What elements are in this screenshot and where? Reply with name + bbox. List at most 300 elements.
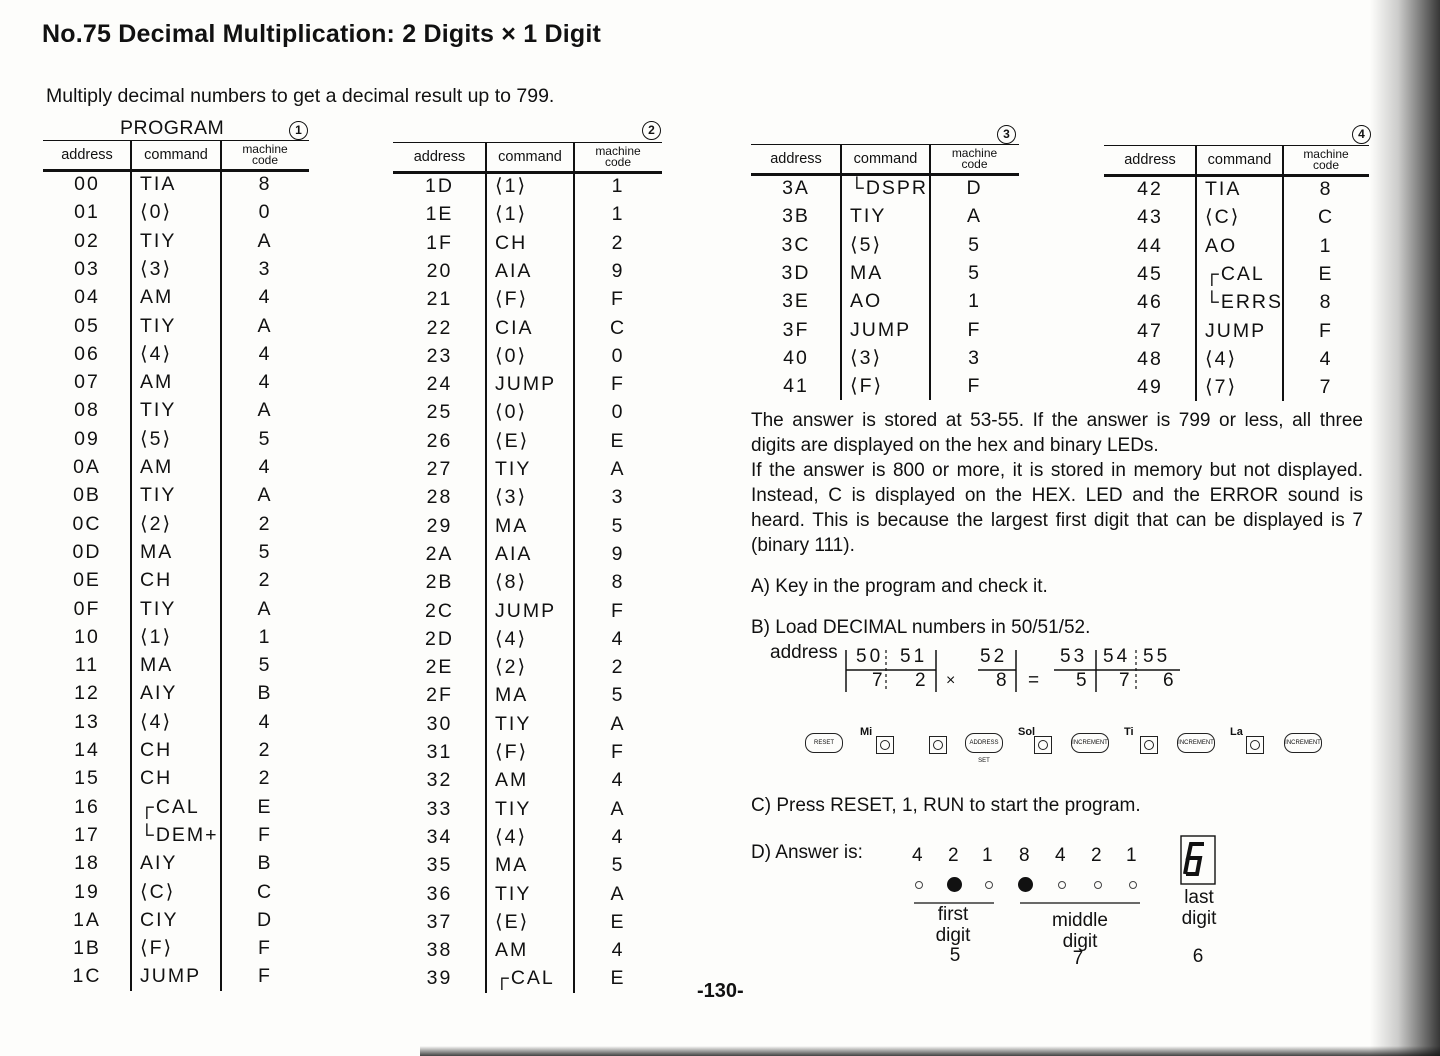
header-machine-code-line1: machine [242,142,288,156]
address-cell: 21 [426,288,453,311]
command-cell: AIY [140,852,178,875]
program-label: PROGRAM [120,117,225,139]
command-cell: MA [495,684,529,707]
command-cell: ⟨4⟩ [1205,347,1238,370]
machine-code-cell: F [967,375,982,398]
table-row [43,962,309,990]
command-cell: ⟨C⟩ [140,880,176,903]
machine-code-cell: 5 [611,854,625,877]
command-cell: AO [850,290,883,313]
led-weight-label: 1 [1126,845,1137,866]
machine-code-cell: F [611,373,625,396]
address-cell: 31 [426,741,453,763]
machine-code-cell: 5 [258,540,272,563]
address-cell: 42 [1137,178,1163,200]
address-cell: 00 [74,173,100,195]
header-address: address [413,149,466,165]
address-cell: 41 [783,375,809,398]
machine-code-cell: 2 [611,656,625,679]
command-cell: ⟨3⟩ [495,486,528,509]
header-machine-code [930,145,1019,173]
header-machine-code-line2: code [251,153,279,167]
table-row [393,427,662,455]
command-cell: AIY [140,682,178,705]
key-ti-box [1140,736,1158,754]
machine-code-cell: A [257,597,273,620]
table-row [393,964,662,992]
machine-code-cell: F [258,937,272,960]
table-row [393,568,662,596]
table-header [751,144,1019,176]
table-row [751,202,1019,230]
machine-code-cell: F [611,599,625,622]
address-cell: 06 [74,342,100,365]
table-row [393,795,662,823]
machine-code-cell: 4 [611,825,625,848]
key-blank [913,726,949,754]
machine-code-cell: A [257,229,273,252]
header-command: command [853,151,918,167]
table-header [1104,145,1369,177]
reset-key: RESET [805,733,843,753]
section-mark-4: 4 [1352,125,1371,144]
header-command: command [144,147,208,163]
machine-code-cell: B [257,852,273,875]
machine-code-cell: A [257,484,273,507]
table-row [43,396,309,424]
table-row [43,198,309,226]
table-row [751,174,1019,202]
step-b: B) Load DECIMAL numbers in 50/51/52. [751,617,1091,638]
address-cell: 0C [72,512,102,535]
command-cell: AM [495,769,529,792]
command-cell: ⟨4⟩ [495,627,528,650]
table-row [751,344,1019,372]
program-table-3 [751,144,1019,400]
machine-code-cell: A [257,314,273,337]
address-cell: 1F [426,231,453,254]
table-row [393,710,662,738]
address-cell: 19 [74,880,100,903]
table-row [43,821,309,849]
machine-code-cell: 1 [258,625,272,648]
command-cell: ┌CAL [495,967,555,990]
command-cell: CIA [495,316,534,339]
machine-code-cell: 9 [611,542,625,565]
command-cell: CH [140,569,173,592]
command-cell: AO [1205,234,1238,257]
command-cell: ⟨3⟩ [850,346,883,369]
page-edge-shadow [1370,0,1440,1056]
last-digit-label: last digit [1181,887,1217,929]
address-cell: 14 [74,739,100,761]
machine-code-cell: 0 [611,401,625,424]
table-row [43,538,309,566]
machine-code-cell: 4 [611,769,625,792]
multiply-sign: × [946,672,959,689]
machine-code-cell: 8 [258,173,272,195]
machine-code-cell: 4 [611,627,625,650]
address-cell: 02 [74,229,100,252]
table-row [43,595,309,623]
key-mi-box [876,736,894,754]
command-cell: JUMP [495,599,557,622]
address-cell: 03 [74,257,100,280]
command-cell: MA [495,854,529,877]
mem-val-54: 7 [1119,670,1133,691]
address-cell: 40 [783,346,809,369]
command-cell: ⟨3⟩ [140,257,173,280]
mem-val-55: 6 [1163,670,1177,691]
machine-code-cell: 2 [258,767,272,790]
address-cell: 3E [782,290,810,313]
table-row [393,229,662,257]
table-row [393,398,662,426]
address-cell: 0A [73,456,101,478]
command-cell: AM [495,939,529,962]
machine-code-cell: F [611,741,625,763]
command-cell: ┌CAL [1205,262,1265,285]
command-cell: TIY [140,399,177,422]
address-cell: 1A [73,908,101,931]
command-cell: ⟨F⟩ [495,741,529,763]
table-row [43,651,309,679]
table-row [1104,345,1369,373]
machine-code-cell: 8 [1319,291,1333,314]
command-cell: ⟨2⟩ [495,656,528,679]
command-cell: AM [140,456,174,478]
key-ti-label: Ti [1124,726,1134,738]
machine-code-cell: E [610,910,626,933]
table-row [43,906,309,934]
machine-code-cell: 5 [258,427,272,450]
address-cell: 18 [74,852,100,875]
machine-code-cell: 1 [611,203,625,226]
led-weight-label: 2 [948,845,959,866]
machine-code-cell: 5 [258,654,272,677]
table-row [393,653,662,681]
command-cell: ⟨C⟩ [1205,206,1241,229]
machine-code-cell: 1 [611,175,625,197]
machine-code-cell: 1 [1319,234,1333,257]
table-row [393,766,662,794]
section-mark-1: 1 [289,121,308,140]
command-cell: MA [140,654,174,677]
address-cell: 13 [74,710,100,733]
page-number: -130- [697,980,744,1002]
command-cell: ⟨1⟩ [495,203,528,226]
header-address: address [770,151,822,167]
led-off [915,881,923,889]
middle-digit-label: middle digit [1052,910,1108,952]
key-blank-box [929,736,947,754]
mem-addr-52: 52 [980,646,1008,667]
table-row [43,312,309,340]
address-cell: 2B [425,571,454,594]
table-row [393,285,662,313]
machine-code-cell: 2 [258,569,272,592]
command-cell: ⟨1⟩ [495,175,528,197]
command-cell: ⟨E⟩ [495,910,530,933]
machine-code-cell: 4 [258,342,272,365]
address-cell: 29 [426,514,453,537]
memory-address-label: address [770,642,838,663]
machine-code-cell: 4 [258,710,272,733]
command-cell: └ERRS [1205,291,1283,314]
section-mark-3: 3 [997,125,1016,144]
header-machine-code-line2: code [1312,158,1340,172]
step-d: D) Answer is: [751,842,863,863]
command-cell: ⟨4⟩ [140,342,173,365]
command-cell: TIY [140,229,177,252]
table-row [393,342,662,370]
table-row [43,340,309,368]
address-cell: 24 [426,373,453,396]
machine-code-cell: 4 [258,456,272,478]
led-weight-label: 4 [1055,845,1066,866]
machine-code-cell: A [257,399,273,422]
machine-code-cell: A [610,797,626,820]
machine-code-cell: 5 [968,261,981,284]
address-cell: 15 [74,767,100,790]
command-cell: TIA [1205,178,1242,200]
address-cell: 07 [74,371,100,394]
address-cell: 22 [426,316,453,339]
led-weight-label: 4 [912,845,923,866]
machine-code-cell: C [609,316,627,339]
key-la [1230,726,1266,754]
machine-code-cell: E [610,429,626,452]
address-cell: 08 [74,399,100,422]
led-weight-label: 2 [1091,845,1102,866]
machine-code-cell: F [611,288,625,311]
page-bottom-shadow [420,1046,1440,1056]
machine-code-cell: A [610,458,626,480]
table-row [1104,260,1369,288]
address-cell: 0F [73,597,101,620]
address-cell: 2E [425,656,454,679]
address-cell: 16 [74,795,100,818]
header-machine-code [574,143,662,171]
table-row [393,512,662,540]
table-row [393,823,662,851]
led-on [1018,877,1033,892]
table-row [43,368,309,396]
command-cell: ⟨8⟩ [495,571,528,594]
address-cell: 2F [426,684,453,707]
address-cell: 3D [781,261,811,284]
command-cell: JUMP [850,318,912,341]
table-row [1104,317,1369,345]
table-row [43,255,309,283]
explanation [751,408,1363,558]
machine-code-cell: A [966,205,982,228]
command-cell: TIY [850,205,887,228]
command-cell: AM [140,371,174,394]
address-cell: 04 [74,286,100,309]
address-cell: 43 [1137,206,1163,229]
table-row [1104,175,1369,203]
address-cell: 11 [74,654,100,677]
address-cell: 3B [782,205,810,228]
table-row [393,681,662,709]
address-cell: 09 [74,427,100,450]
table-row [393,455,662,483]
machine-code-cell: 3 [611,486,625,509]
command-cell: TIY [495,458,532,480]
command-cell: TIY [140,314,177,337]
led-on [947,877,962,892]
command-cell: └DEM+ [140,823,219,846]
machine-code-cell: F [1319,319,1333,342]
machine-code-cell: A [610,882,626,905]
header-machine-code-line1: machine [595,144,641,158]
command-cell: JUMP [1205,319,1267,342]
address-cell: 3F [782,318,810,341]
table-row [751,259,1019,287]
table-header [393,142,662,174]
machine-code-cell: 4 [1319,347,1333,370]
command-cell: MA [850,261,884,284]
machine-code-cell: E [257,795,273,818]
machine-code-cell: 7 [1319,376,1333,399]
header-address: address [1124,152,1176,168]
command-cell: JUMP [495,373,557,396]
table-row [393,597,662,625]
address-cell: 2D [425,627,454,650]
step-c: C) Press RESET, 1, RUN to start the program. [751,795,1141,816]
address-cell: 20 [426,259,453,282]
led-weight-label: 1 [982,845,993,866]
mem-addr-55: 55 [1143,646,1171,667]
address-cell: 1B [73,937,101,960]
command-cell: CH [140,767,173,790]
table-row [751,287,1019,315]
header-machine-code [221,141,309,169]
last-digit-value: 6 [1192,946,1204,967]
machine-code-cell: 4 [611,939,625,962]
command-cell: CIY [140,908,179,931]
table-row [393,851,662,879]
address-cell: 0E [73,569,101,592]
table-row [43,170,309,198]
table-row [43,566,309,594]
program-table-1 [43,140,309,991]
command-cell: TIY [495,882,532,905]
table-row [393,200,662,228]
key-sol-label: Sol [1018,726,1036,738]
table-row [43,227,309,255]
mem-val-53: 5 [1076,670,1090,691]
address-cell: 49 [1137,376,1163,399]
command-cell: JUMP [140,965,202,988]
key-la-box [1246,736,1264,754]
machine-code-cell: 0 [258,201,272,224]
machine-code-cell: 5 [611,514,625,537]
command-cell: ⟨5⟩ [850,233,883,256]
address-cell: 45 [1137,262,1163,285]
machine-code-cell: B [257,682,273,705]
table-row [393,257,662,285]
address-cell: 3A [782,177,810,199]
command-cell: TIY [140,484,177,507]
address-cell: 0B [73,484,101,507]
machine-code-cell: F [258,965,272,988]
table-row [393,625,662,653]
command-cell: ⟨E⟩ [495,429,530,452]
address-cell: 01 [74,201,100,224]
table-row [43,934,309,962]
mem-val-52: 8 [996,670,1010,691]
address-set-key: ADDRESS SET [965,733,1003,753]
table-row [43,623,309,651]
command-cell: ⟨0⟩ [495,401,528,424]
machine-code-cell: E [1318,262,1334,285]
address-cell: 1D [425,175,454,197]
address-cell: 25 [426,401,453,424]
step-a: A) Key in the program and check it. [751,576,1048,597]
table-row [1104,232,1369,260]
table-row [751,316,1019,344]
address-cell: 36 [426,882,453,905]
table-row [393,880,662,908]
table-row [43,793,309,821]
command-cell: ⟨4⟩ [495,825,528,848]
table-row [43,849,309,877]
table-row [43,453,309,481]
address-cell: 23 [426,344,453,367]
machine-code-cell: F [258,823,272,846]
equals-sign: = [1028,670,1043,691]
header-machine-code-line1: machine [1303,147,1349,161]
machine-code-cell: 0 [611,344,625,367]
command-cell: TIY [495,712,532,735]
led-off [1094,881,1102,889]
address-cell: 34 [426,825,453,848]
key-mi [860,726,896,754]
command-cell: AIA [495,542,533,565]
machine-code-cell: 5 [968,233,981,256]
table-row [393,908,662,936]
led-weight-label: 8 [1019,845,1030,866]
header-machine-code-line2: code [961,157,988,171]
command-cell: └DSPR [850,177,928,199]
key-la-label: La [1230,726,1243,738]
address-cell: 30 [426,712,453,735]
address-cell: 38 [426,939,453,962]
command-cell: ⟨0⟩ [495,344,528,367]
header-machine-code-line1: machine [951,146,998,160]
command-cell: ⟨4⟩ [140,710,173,733]
table-row [43,510,309,538]
increment-key-1: INCREMENT [1071,733,1109,753]
mem-val-50: 7 [872,670,886,691]
address-cell: 35 [426,854,453,877]
machine-code-cell: C [1317,206,1335,229]
table-row [43,425,309,453]
machine-code-cell: 5 [611,684,625,707]
increment-key-2: INCREMENT [1177,733,1215,753]
machine-code-cell: 2 [258,739,272,761]
address-cell: 12 [74,682,100,705]
program-table-4 [1104,145,1369,401]
table-row [43,764,309,792]
machine-code-cell: 4 [258,286,272,309]
key-sol [1018,726,1054,754]
command-cell: TIY [140,597,177,620]
address-cell: 26 [426,429,453,452]
machine-code-cell: 2 [611,231,625,254]
